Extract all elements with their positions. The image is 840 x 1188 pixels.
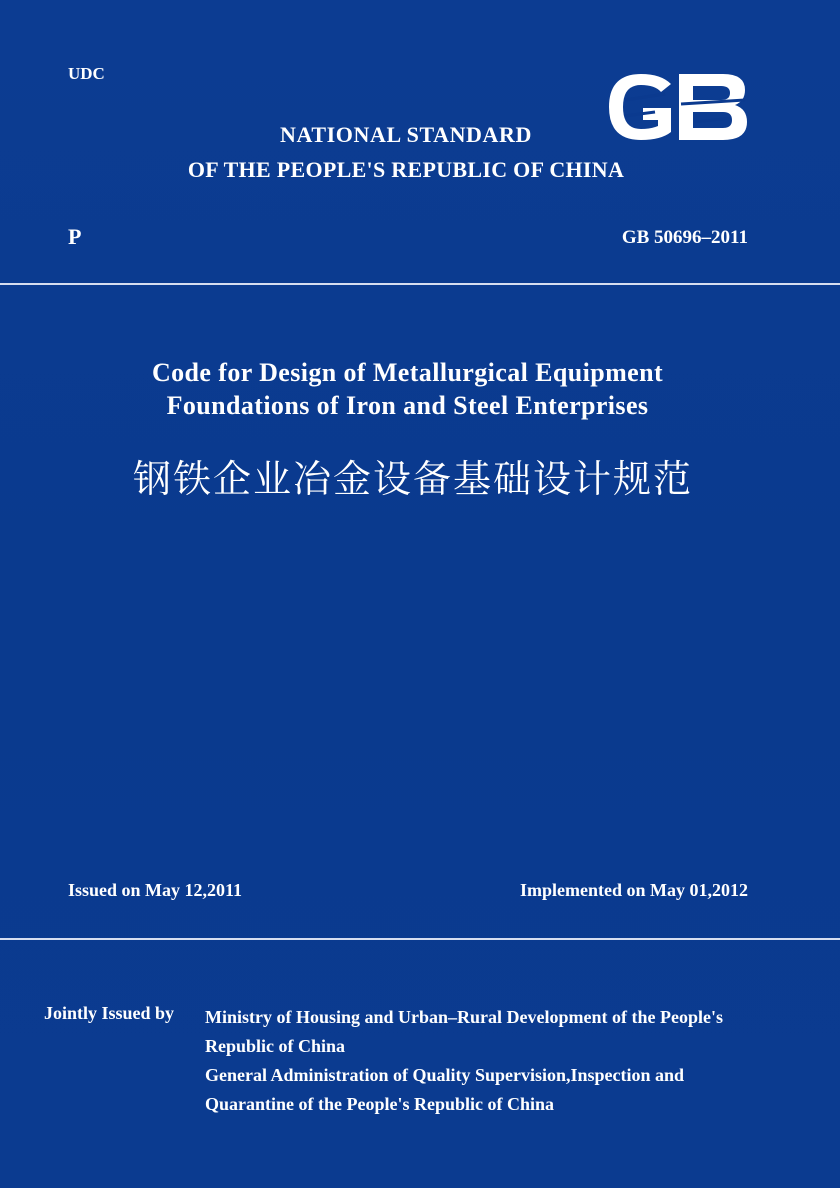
country-heading: OF THE PEOPLE'S REPUBLIC OF CHINA: [187, 157, 625, 182]
english-title-line2: Foundations of Iron and Steel Enterprises: [166, 391, 649, 420]
gb-logo: [603, 70, 751, 144]
standard-number: GB 50696–2011: [621, 227, 748, 248]
issuer-line: Republic of China: [205, 1036, 346, 1056]
top-divider: [0, 283, 840, 285]
issued-date: Issued on May 12,2011: [68, 880, 243, 900]
english-title-line1: Code for Design of Metallurgical Equipment: [151, 358, 663, 387]
implemented-date: Implemented on May 01,2012: [520, 880, 748, 900]
national-standard-heading: NATIONAL STANDARD: [279, 122, 533, 147]
issuer-line: Ministry of Housing and Urban–Rural Development of the People's: [205, 1007, 724, 1027]
bottom-divider: [0, 938, 840, 940]
jointly-issued-label: Jointly Issued by: [44, 1003, 175, 1023]
chinese-title: 钢铁企业冶金设备基础设计规范: [133, 457, 694, 501]
issuer-list: [205, 1003, 805, 1119]
udc-label: UDC: [68, 64, 105, 83]
category-code: P: [68, 224, 82, 249]
issuer-line: Quarantine of the People's Republic of China: [205, 1094, 555, 1114]
issuer-line: General Administration of Quality Supervision,Inspection and: [205, 1065, 685, 1085]
